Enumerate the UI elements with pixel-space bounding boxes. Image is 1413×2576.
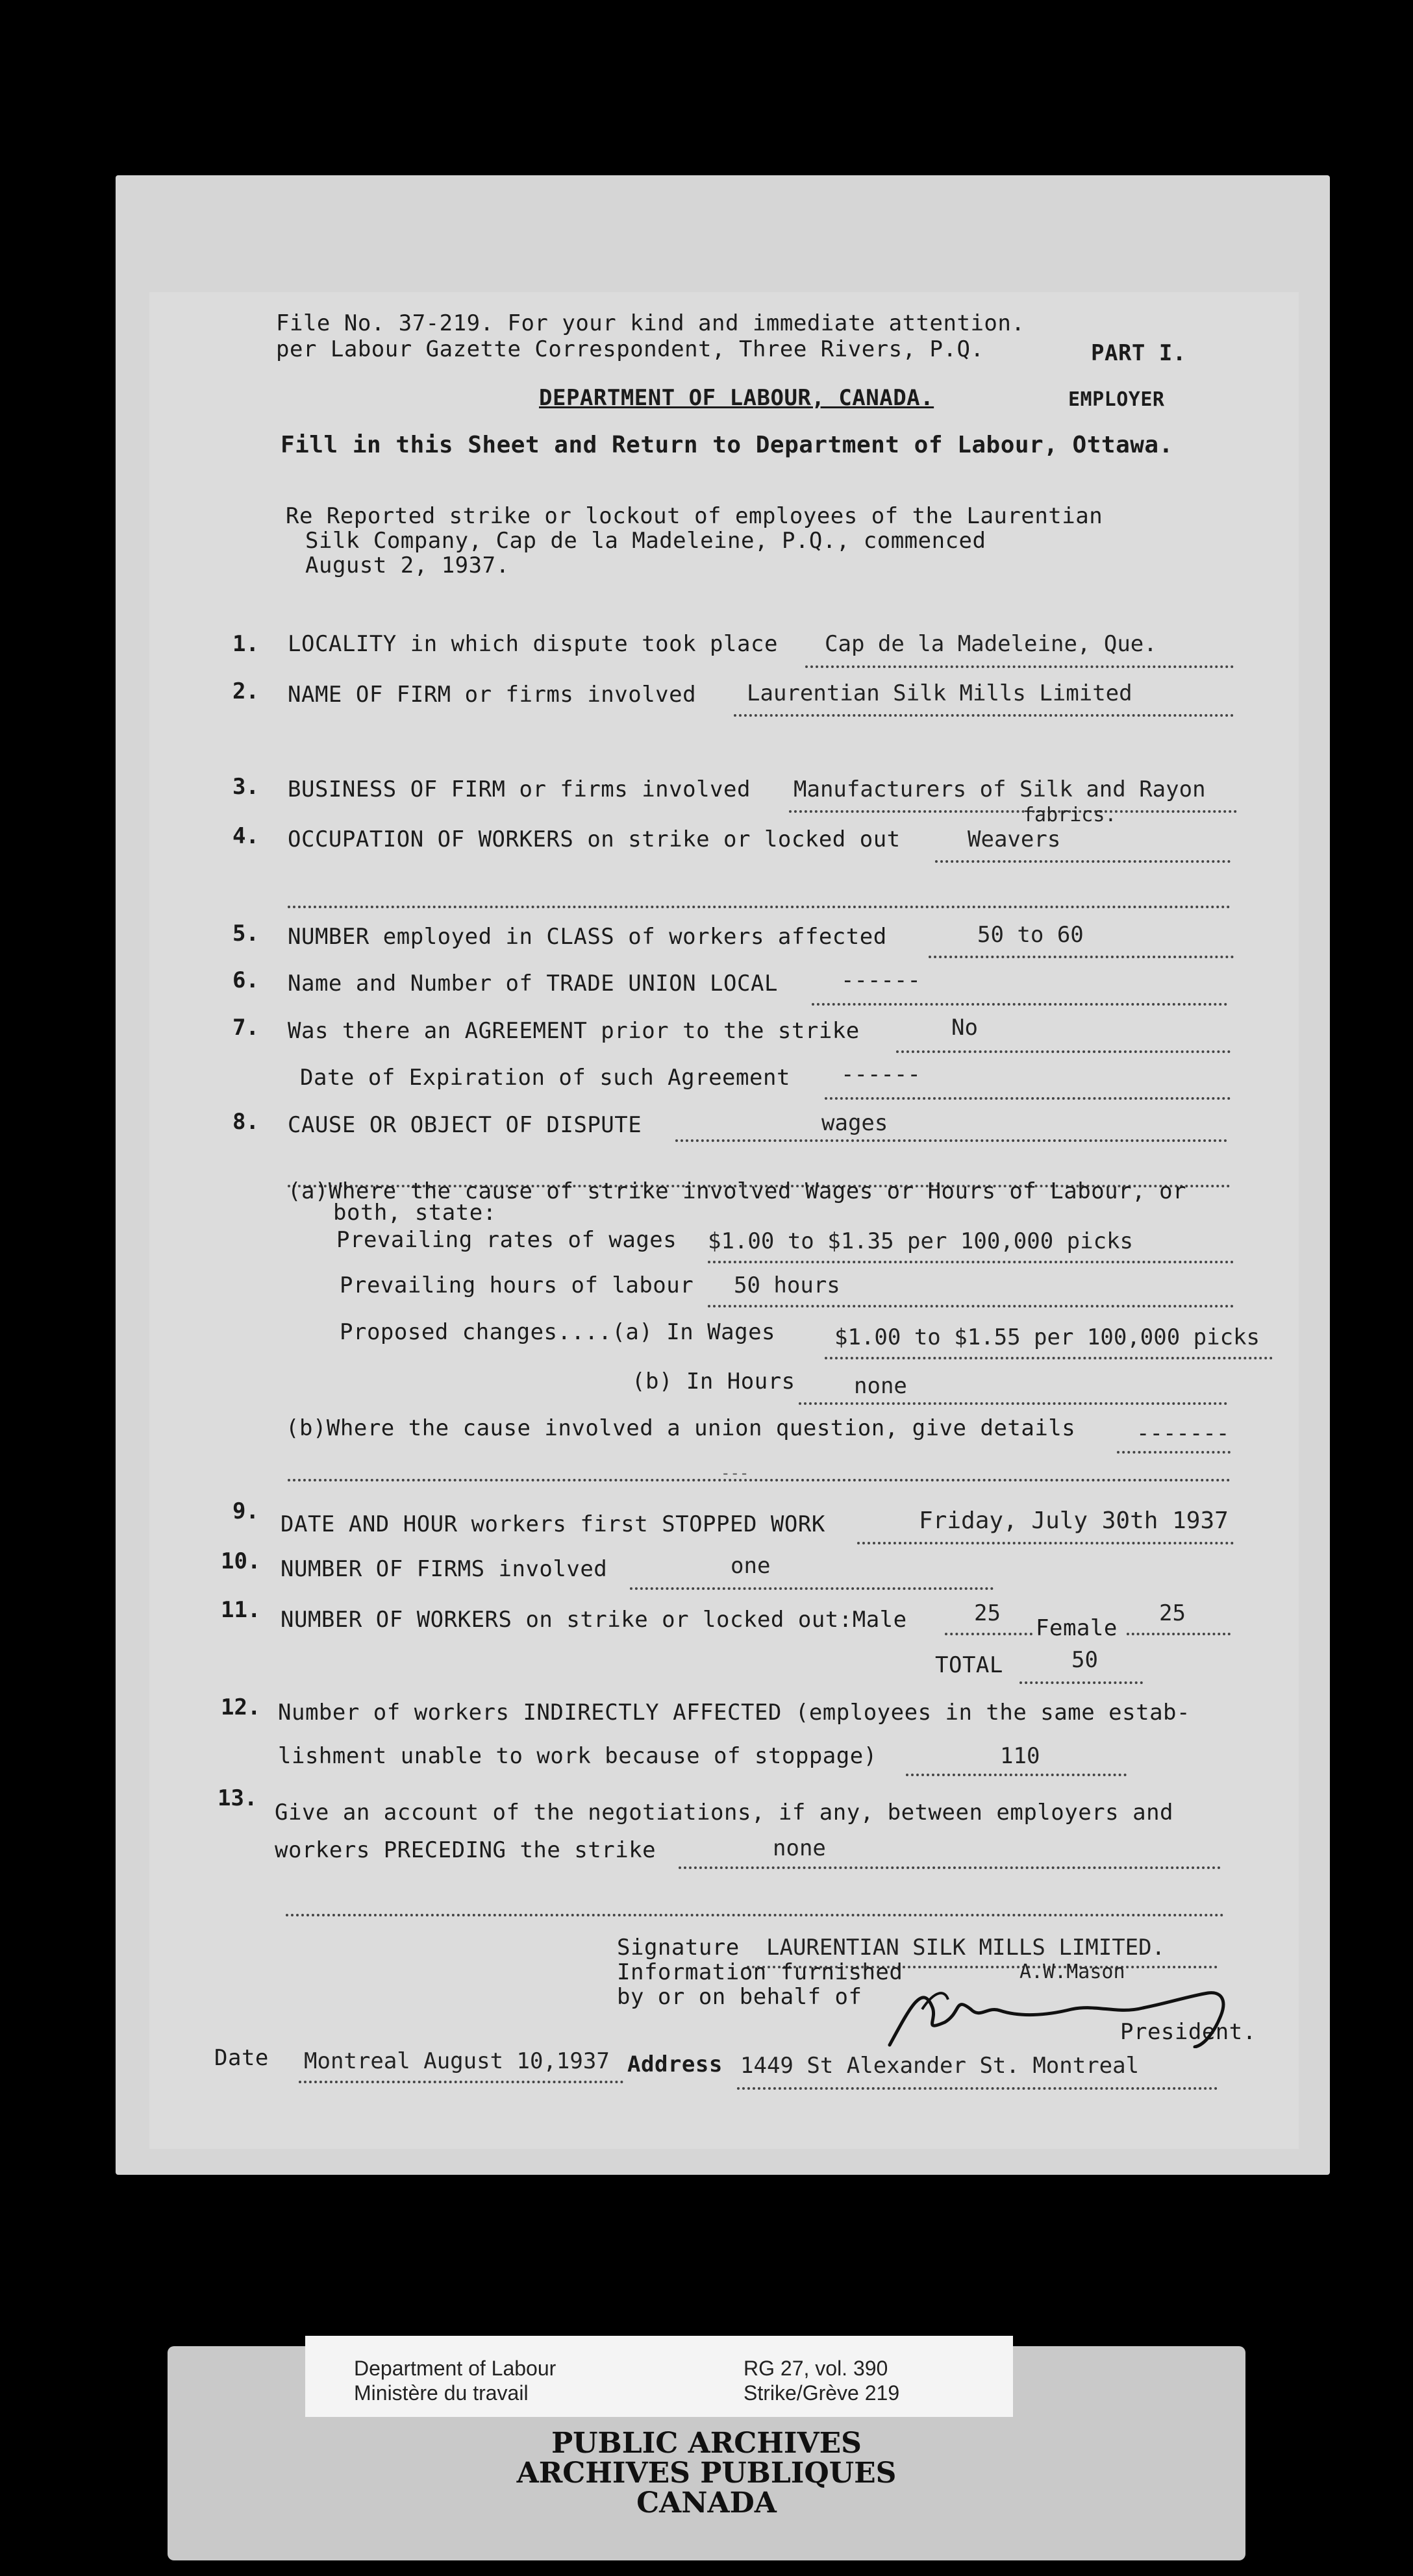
archives-publiques-title: ARCHIVES PUBLIQUES bbox=[516, 2457, 897, 2490]
indirectly-affected-line-2: lishment unable to work because of stoppage) bbox=[278, 1743, 877, 1769]
signature-label: Signature bbox=[617, 1935, 740, 1961]
negotiations-line-1: Give an account of the negotiations, if any, between employers and bbox=[275, 1800, 1174, 1826]
date-value: Montreal August 10,1937 bbox=[304, 2048, 610, 2074]
locality-label: LOCALITY in which dispute took place bbox=[288, 631, 778, 657]
date-label: Date bbox=[214, 2045, 269, 2071]
firm-name-value: Laurentian Silk Mills Limited bbox=[747, 680, 1132, 706]
negotiations-value: none bbox=[773, 1835, 826, 1861]
negotiations-line-2: workers PRECEDING the strike bbox=[275, 1837, 656, 1863]
proposed-hours-value: none bbox=[854, 1373, 907, 1399]
business-value: Manufacturers of Silk and Rayon bbox=[794, 776, 1206, 802]
firms-involved-value: one bbox=[731, 1553, 771, 1579]
item-number: 12. bbox=[221, 1694, 261, 1720]
prevailing-rates-label: Prevailing rates of wages bbox=[336, 1227, 677, 1253]
stopped-work-label: DATE AND HOUR workers first STOPPED WORK bbox=[281, 1511, 825, 1537]
handwritten-signature bbox=[883, 1970, 1234, 2048]
item-number: 4. bbox=[232, 823, 259, 849]
public-archives-title: PUBLIC ARCHIVES bbox=[551, 2427, 862, 2460]
trade-union-label: Name and Number of TRADE UNION LOCAL bbox=[288, 971, 778, 997]
department-title: DEPARTMENT OF LABOUR, CANADA. bbox=[539, 385, 934, 411]
proposed-wages-value: $1.00 to $1.55 per 100,000 picks bbox=[834, 1324, 1260, 1350]
prevailing-hours-label: Prevailing hours of labour bbox=[340, 1272, 694, 1298]
record-group: RG 27, vol. 390 bbox=[744, 2357, 888, 2380]
male-count: 25 bbox=[974, 1600, 1001, 1626]
item-number: 9. bbox=[232, 1498, 259, 1524]
cause-value: wages bbox=[821, 1110, 888, 1136]
indirectly-affected-value: 110 bbox=[1000, 1743, 1040, 1769]
item-number: 3. bbox=[232, 774, 259, 800]
occupation-label: OCCUPATION OF WORKERS on strike or locked out bbox=[288, 826, 901, 852]
address-label: Address bbox=[627, 2051, 723, 2077]
proposed-hours-label: (b) In Hours bbox=[632, 1368, 795, 1394]
dept-french: Ministère du travail bbox=[354, 2381, 529, 2405]
item-number: 1. bbox=[232, 631, 259, 657]
correspondent-line: per Labour Gazette Correspondent, Three Rivers, P.Q. bbox=[276, 336, 984, 362]
file-number-line: File No. 37-219. For your kind and immediate attention. bbox=[276, 310, 1025, 336]
stopped-work-value: Friday, July 30th 1937 bbox=[919, 1507, 1229, 1534]
re-line-2: Silk Company, Cap de la Madeleine, P.Q., commenced bbox=[305, 528, 986, 554]
expiration-label: Date of Expiration of such Agreement bbox=[300, 1065, 790, 1091]
item-number: 13. bbox=[218, 1785, 258, 1811]
item-number: 11. bbox=[221, 1597, 261, 1623]
prevailing-hours-value: 50 hours bbox=[734, 1272, 840, 1298]
re-line-1: Re Reported strike or lockout of employees of the Laurentian bbox=[286, 503, 1103, 529]
class-employed-value: 50 to 60 bbox=[977, 922, 1084, 948]
dept-english: Department of Labour bbox=[354, 2357, 556, 2380]
class-employed-label: NUMBER employed in CLASS of workers affected bbox=[288, 924, 887, 950]
item-number: 10. bbox=[221, 1548, 261, 1574]
female-label: Female bbox=[1036, 1615, 1118, 1641]
instruction-line: Fill in this Sheet and Return to Department of Labour, Ottawa. bbox=[281, 432, 1173, 458]
agreement-label: Was there an AGREEMENT prior to the strike bbox=[288, 1018, 860, 1044]
item-number: 5. bbox=[232, 921, 259, 947]
address-value: 1449 St Alexander St. Montreal bbox=[740, 2053, 1140, 2079]
total-label: TOTAL bbox=[935, 1652, 1003, 1678]
wages-hours-line-2: both, state: bbox=[333, 1200, 497, 1226]
agreement-value: No bbox=[951, 1015, 978, 1041]
firm-name-label: NAME OF FIRM or firms involved bbox=[288, 682, 697, 708]
signature-company: LAURENTIAN SILK MILLS LIMITED. bbox=[766, 1935, 1166, 1961]
on-behalf-label: by or on behalf of bbox=[617, 1984, 862, 2010]
union-question-value: ------- bbox=[1136, 1420, 1230, 1446]
prevailing-rates-value: $1.00 to $1.35 per 100,000 picks bbox=[708, 1228, 1134, 1254]
proposed-wages-label: Proposed changes....(a) In Wages bbox=[340, 1319, 776, 1345]
item-number: 8. bbox=[232, 1109, 259, 1135]
union-question-label: (b)Where the cause involved a union question, give details bbox=[286, 1415, 1076, 1441]
trade-union-value: ------ bbox=[841, 967, 921, 993]
expiration-value: ------ bbox=[841, 1061, 921, 1087]
female-count: 25 bbox=[1159, 1600, 1186, 1626]
cause-label: CAUSE OR OBJECT OF DISPUTE bbox=[288, 1112, 642, 1138]
workers-on-strike-label: NUMBER OF WORKERS on strike or locked out:Male bbox=[281, 1607, 907, 1633]
signer-name: A.W.Mason bbox=[1019, 1961, 1125, 1983]
business-value-continued: fabrics. bbox=[1023, 804, 1117, 826]
part-label: PART I. bbox=[1091, 340, 1186, 366]
occupation-value: Weavers bbox=[968, 826, 1061, 852]
information-furnished-label: Information furnished bbox=[617, 1959, 903, 1985]
firms-involved-label: NUMBER OF FIRMS involved bbox=[281, 1556, 608, 1582]
item-number: 2. bbox=[232, 678, 259, 704]
strike-number: Strike/Grève 219 bbox=[744, 2381, 900, 2405]
locality-value: Cap de la Madeleine, Que. bbox=[825, 631, 1157, 657]
business-label: BUSINESS OF FIRM or firms involved bbox=[288, 776, 751, 802]
wages-hours-line-1: (a)Where the cause of strike involved Wages or Hours of Labour, or bbox=[288, 1178, 1187, 1204]
indirectly-affected-line-1: Number of workers INDIRECTLY AFFECTED (employees in the same estab- bbox=[278, 1700, 1190, 1726]
president-title: President. bbox=[1120, 2019, 1257, 2045]
canada-title: CANADA bbox=[636, 2486, 777, 2520]
re-line-3: August 2, 1937. bbox=[305, 552, 510, 578]
item-number: 6. bbox=[232, 967, 259, 993]
union-question-value-2: --- bbox=[721, 1464, 749, 1482]
item-number: 7. bbox=[232, 1015, 259, 1041]
total-count: 50 bbox=[1071, 1647, 1098, 1673]
employer-label: EMPLOYER bbox=[1068, 388, 1165, 411]
